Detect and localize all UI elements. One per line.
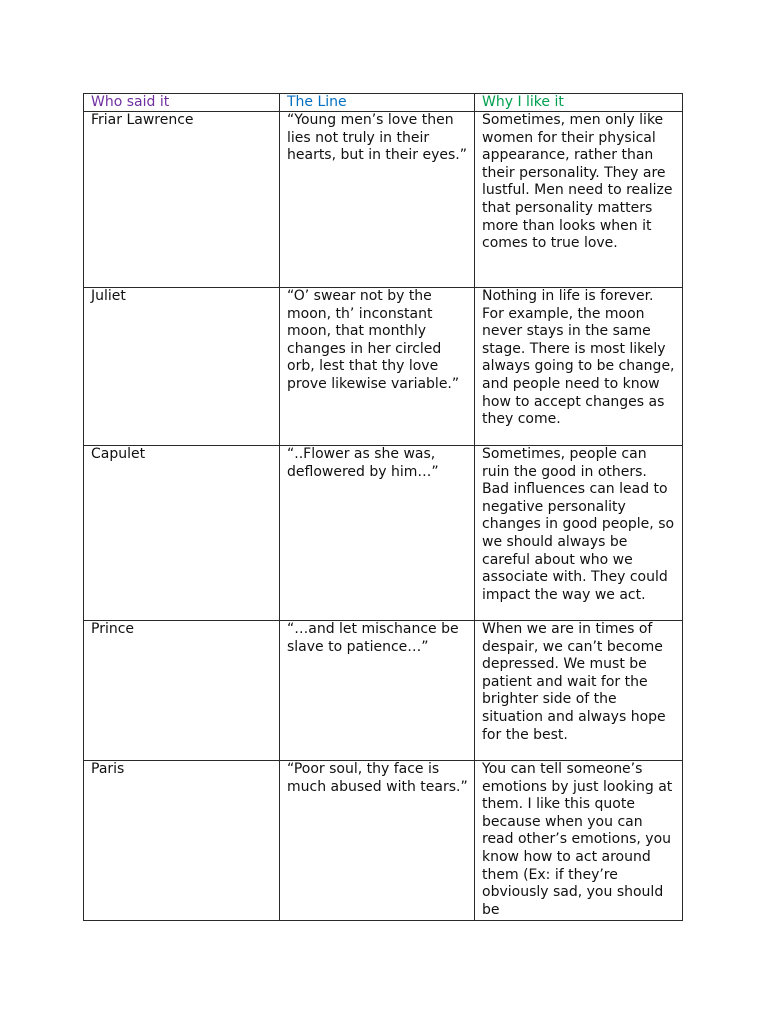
speaker-cell: Paris xyxy=(84,761,280,921)
quote-cell: “…and let mischance be slave to patience…” xyxy=(280,621,475,761)
speaker-cell: Friar Lawrence xyxy=(84,112,280,288)
table-row xyxy=(84,446,683,621)
reason-cell: When we are in times of despair, we can’t become depressed. We must be patient and wait for the brighter side of the situation and always hope for the best. xyxy=(475,621,683,761)
reason-cell: Sometimes, people can ruin the good in others. Bad influences can lead to negative personality changes in good people, so we should always be careful about who we associate with. They could impact the way we act. xyxy=(475,446,683,621)
header-the-line: The Line xyxy=(280,94,475,112)
speaker-cell: Juliet xyxy=(84,288,280,446)
speaker-cell: Prince xyxy=(84,621,280,761)
header-why-i-like-it: Why I like it xyxy=(475,94,683,112)
table-row xyxy=(84,621,683,761)
header-who-said-it: Who said it xyxy=(84,94,280,112)
reason-cell: Sometimes, men only like women for their physical appearance, rather than their personality. They are lustful. Men need to realize that personality matters more than looks when it comes to true love. xyxy=(475,112,683,288)
table-header-row xyxy=(84,94,683,112)
quote-cell: “O’ swear not by the moon, th’ inconstant moon, that monthly changes in her circled orb, lest that thy love prove likewise variable.” xyxy=(280,288,475,446)
table-row xyxy=(84,288,683,446)
speaker-cell: Capulet xyxy=(84,446,280,621)
quotes-table xyxy=(83,93,683,921)
table-row xyxy=(84,112,683,288)
table-row xyxy=(84,761,683,921)
reason-cell: You can tell someone’s emotions by just looking at them. I like this quote because when you can read other’s emotions, you know how to act around them (Ex: if they’re obviously sad, you should be xyxy=(475,761,683,921)
quote-cell: “Young men’s love then lies not truly in their hearts, but in their eyes.” xyxy=(280,112,475,288)
quote-cell: “..Flower as she was, deflowered by him…” xyxy=(280,446,475,621)
reason-cell: Nothing in life is forever. For example, the moon never stays in the same stage. There is most likely always going to be change, and people need to know how to accept changes as they come. xyxy=(475,288,683,446)
quote-cell: “Poor soul, thy face is much abused with tears.” xyxy=(280,761,475,921)
